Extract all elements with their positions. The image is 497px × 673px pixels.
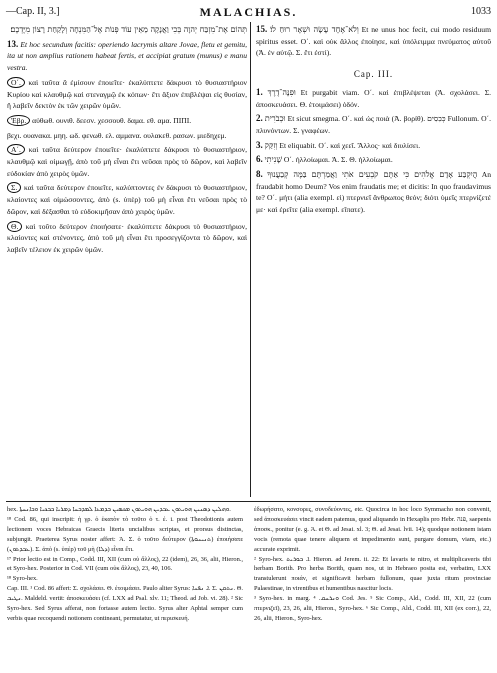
siglum-circled: Ο΄. xyxy=(7,77,25,88)
footnote-divider xyxy=(6,501,491,502)
greek-reading: αὐθωθ. ουνιθ. δεεσν. χεσσουθ. δαμα. εθ. αμα. ΠΙΠΙ. xyxy=(32,115,192,125)
reading-theodotion xyxy=(7,221,247,256)
hebrew-lemma: וְזִקַּק xyxy=(264,140,278,150)
footnote: Cap. III. ¹ Cod. 86 affert: Σ. σχολάσει. Θ. ἑτοιμάσει. Paulo aliter Syrus: ܐ. ܢܦܢܐ. Σ. ܢܬܩܢ. Θ. ܢܛܝܒ. Maldeld. vertit: ἀποσκευάσει (cf. LXX ad Psal. xlv. 11; Theod. ad Job. vi. 28). ² Sic Syro-hex. Sed Syrus afferat, non fortasse autem lectio. Syrus alter Aphtal semper cum verbis quae recoquendi notionem contineant, permutatur, ut περισκευή. xyxy=(7,585,243,622)
verse-commentary: Et sicut smegma. Ο΄. καὶ ὡς ποιὰ (Ἀ. βορίθ). כְּבִסִים Fullonum. Ο΄. πλυνόντων. Σ. γναφέων. xyxy=(256,114,492,135)
greek-reading: καὶ τοῦτο δεύτερον ἐποιήσατε· ἐκαλύπτετε δάκρυσι τὸ θυσιαστήριον, κλαίοντες καὶ στένοντες, ἀπὸ τοῦ μὴ εἶναι ἔτι προσεγγίζοντα τὸ δῶρον, καὶ λαβεῖν τέλειον ἐκ χειρῶν ὑμῶν. xyxy=(7,221,247,254)
verse-commentary: An fraudabit homo Deum? Vos enim fraudatis me; et dicitis: In quo fraudavimus te? Ο΄. μήτι (alia exempl. εἰ) πτερνιεῖ ἄνθρωπος θεόν; διότι ὑμεῖς πτερνίζετέ με· καὶ ἐρεῖτε (alia exempl. εἴπατε). xyxy=(256,170,491,215)
footnotes-left xyxy=(7,505,243,624)
verse-number: 3. xyxy=(256,139,263,150)
verse-commentary: Et eliquabit. Ο΄. καὶ χεεῖ. Ἄλλος· καὶ διυλίσει. xyxy=(279,140,421,150)
verse-3 xyxy=(256,140,491,152)
reading-aquila xyxy=(7,144,247,179)
hebrew-line: תְּהוֹם אֶת־מִזְבַּח יְהוָה בְּכִי וַאֲנָקָה מֵאֵין עוֹד פְּנוֹת אֶל־הַמִּנְחָה וְלָקַחַת רָצוֹן מִיֶּדְכֶם׃ xyxy=(10,25,247,34)
greek-reading: βεχι. ουανακα. μηη. ωδ. φενωθ. ελ. αμμανα. ουλακεθ. ρασων. μιεδηχεμ. xyxy=(7,130,227,140)
verse-6 xyxy=(256,154,491,166)
hebrew-lemma: וּפִנָּה־דֶרֶךְ xyxy=(267,87,296,97)
right-column xyxy=(256,24,491,219)
verse-13 xyxy=(7,39,247,74)
hebrew-lemma: שָׁנִיתִי xyxy=(264,155,282,165)
hebrew-lemma: וּכְבֹרִית xyxy=(264,114,286,124)
verse-1 xyxy=(256,87,491,110)
verse-8 xyxy=(256,169,491,216)
transliteration-line xyxy=(7,130,247,142)
verse-15 xyxy=(256,24,491,59)
reading-symmachus xyxy=(7,182,247,217)
footnote: ³ Syro-hex. in marg. ܘܢܪܚܩ. ⁴ Cod. Jes. ⁵ Sic Comp., Ald., Codd. III, XII, 22 (cum πτερνιζεῖ), 23, 26, alii, Hieron., Syro-hex. ⁶ Sic Comp., Ald., Codd. III, XII (ex corr.), 22, 26, alii, Hieron., Syro-hex. xyxy=(254,595,492,622)
reading-hebrew-transliterated xyxy=(7,115,247,127)
verse-number: 13. xyxy=(7,38,19,49)
verse-number: 1. xyxy=(256,86,263,97)
footnotes-right xyxy=(254,505,491,624)
verse-commentary: Ο΄. ἠλλοίωμαι. Ἀ. Σ. Θ. ἠλλοίωμαι. xyxy=(283,155,393,165)
chapter-heading: Cap. III. xyxy=(353,69,394,80)
header-book-title: MALACHIAS. xyxy=(199,5,298,19)
verse-commentary: Et ne unus hoc fecit, cui modo residuum spiritus esset. Ο΄. καὶ οὐκ ἄλλος ἐποίησε, καὶ ὑπόλειμμα πνεύματος αὐτοῦ (Ἀ. ἐν αὐτῷ. Σ. ἔτι ἐστί). xyxy=(256,25,491,58)
running-header xyxy=(6,5,491,19)
siglum-circled: Ἑβρ. xyxy=(7,115,30,126)
siglum-circled: Α΄. xyxy=(7,144,25,155)
footnote: ² Syro-hex. ܐ. ܒܘܪܝܬ. Hieron. ad Jerem. ii. 22: Et lavaris te nitro, et multiplicaveris tibi herbam Borith. Pro herba Borith, quam nos, ut in Hebraeo posita est, verbatim, LXX transtulerunt ποιάν, et significavit herbam fullonum, quae juxta ritum provinciae Palaestinae, in virentibus et humentibus nascitur locis. xyxy=(254,555,491,593)
footnote: ¹⁸ Syro-hex. xyxy=(7,575,38,583)
siglum-circled: Σ. xyxy=(7,182,21,193)
footnote: ¹⁸ Cod. 86, qui inscripit: ἡ γρ. ὁ ἑκατὸν τὸ τοῦτο ὁ τ. ἐ. i. post Theodotionis autem lectionem voces Hebraicas Graecis literis uncialibus scriptas, et prorsus distinctas, subjungit. Praeterea Syrus noster affert: Ἀ. Σ. ὁ τοῦτο δεύτερον (ܬܢܝܢܘܬܐ) ἐποιήσατε (ܥܒܕܬܘܢ). Σ. ἀπὸ (s. ὑπὲρ) τοῦ μὴ (ܕܠܐ) εἶναι ἔτι. xyxy=(7,515,244,553)
latin-translation: Et hoc secundum facitis: operiendo lacrymis altare Jovae, fletu et gemitu, ita ut non amplius rationem habeat fertis, et accipiat gratum (munus) e manu vestra. xyxy=(7,39,247,73)
verse-number: 2. xyxy=(256,113,263,124)
header-page-number: 1033 xyxy=(471,6,491,17)
footnote: ¹⁷ Prior lectio est in Comp., Codd. III, XII (cum οὐ ἄλλος), 22 (idem), 26, 36, alii, Hieron., et Syro-hex. Posterior in Cod. VII (cum οὐκ ἄλλος), 23, 40, 106. xyxy=(7,555,243,573)
verse-number: 8. xyxy=(256,169,263,180)
header-chapter-ref: —Cap. II, 3.] xyxy=(6,6,60,17)
greek-reading: καὶ ταῦτα δεύτερον ἐποιεῖτε, καλύπτοντες ἐν δάκρυσι τὸ θυσιαστήριον, κλαίοντες καὶ οἰμώσσοντες, ἀπὸ (s. ὑπὲρ) τοῦ μὴ εἶναι ἔτι νεῦσαι πρὸς τὸ δῶρον, καὶ δέξασθαι τὸ εὐδοκιμῆσαν ἀπὸ χειρὸς ὑμῶν. xyxy=(7,183,247,216)
siglum-circled: Θ. xyxy=(7,221,22,232)
left-column xyxy=(7,24,247,259)
hebrew-lemma: וְלֹא־אֶחָד עָשָׂה וּשְׁאָר רוּחַ לוֹ׃ xyxy=(270,25,359,34)
hebrew-lemma: הֲיִקְבַּע אָדָם אֱלֹהִים כִּי אַתֶּם קֹבְעִים אֹתִי וַאֲמַרְתֶּם בַּמֶּה קְבַעֲנוּךָ xyxy=(267,170,478,180)
column-divider xyxy=(250,22,251,497)
verse-number: 6. xyxy=(256,154,263,165)
verse-number: 15. xyxy=(256,24,268,34)
verse-commentary: Et purgabit viam. Ο΄. καὶ ἐπιβλέψεται (Ἀ. σχολάσει. Σ. ἀποσκευάσει. Θ. ἑτοιμάσει) ὁδόν. xyxy=(256,87,492,109)
footnote: hex. ܘܗܠܝܢ ܕܣܢܝܢ ܗܘܝܬܘܢ ܥܒܕܝܢ ܗܘܝܬܘܢ ܡܟܣܝܢ ܒܕܡܥܐ ܠܡܕܒܚܐ ܕܡܪܝܐ ܒܒܟܝܐ ܘܒܐܢܚܬܐ. xyxy=(7,506,231,513)
reading-lxx xyxy=(7,77,247,112)
greek-reading: καὶ ταῦτα δεύτερον ἐποιεῖτε· ἐκαλύπτετε δάκρυσι τὸ θυσιαστήριον, κλαυθμῷ καὶ οἰμωγῇ, ἀπὸ τοῦ μὴ εἶναι ἔτι νεῦσαι πρὸς τὸ δῶρον, καὶ λαβεῖν εὐδοκίαν ἀπὸ χειρὸς ὑμῶν. xyxy=(7,145,247,178)
verse-2 xyxy=(256,113,491,136)
footnote: ἐδωρήσατο, κονσορες, συνοδεύοντες, etc. Quocirca in hoc loco Symmacho non convenit, sed ἀποσκευάσει vincit eadem patemus, quod aliquando in Hexaplis pro Hebr. פנה, saepenis ἀποσκ., ponitur (e. g. Ἀ. et Θ. ad Jesai. xl. 3; Θ. ad Jesai. lvii. 14); quodque notionem istam vocis (remota quae tenere aliquem et impedimento sunt, purgare domum, viam, etc.) accurate exprimit. xyxy=(254,506,491,553)
greek-reading: καὶ ταῦτα ἃ ἐμίσουν ἐποιεῖτε· ἐκαλύπτετε δάκρυσι τὸ θυσιαστήριον Κυρίου καὶ κλαυθμῷ καὶ στεναγμῷ ἐκ κόπων· ἔτι ἄξιον ἐπιβλέψαι εἰς θυσίαν, ἢ λαβεῖν δεκτὸν ἐκ τῶν χειρῶν ὑμῶν. xyxy=(7,77,247,111)
